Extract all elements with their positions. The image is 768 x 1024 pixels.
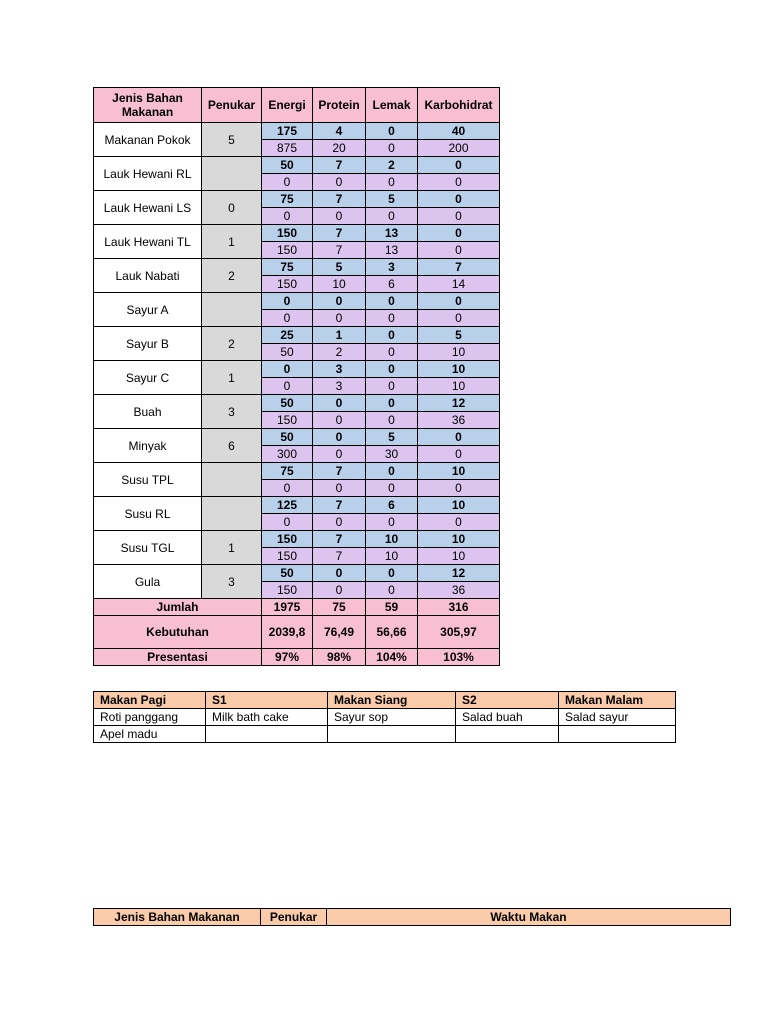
lemak-total: 0 [366,378,418,395]
energi-total: 0 [262,310,313,327]
lemak-per-exchange: 0 [366,565,418,582]
menu-cell [206,726,328,743]
karbohidrat-total: 36 [418,412,500,429]
penukar-value: 5 [202,123,262,157]
table-row [94,225,500,242]
food-name: Sayur C [94,361,202,395]
food-name: Lauk Hewani TL [94,225,202,259]
menu-header-row [94,692,676,709]
lemak-per-exchange: 0 [366,123,418,140]
table-row [94,565,500,582]
protein-per-exchange: 0 [313,293,366,310]
energi-total: 150 [262,412,313,429]
lemak-per-exchange: 2 [366,157,418,174]
menu-header-cell: S1 [206,692,328,709]
jumlah-energi: 1975 [262,599,313,616]
menu-cell: Milk bath cake [206,709,328,726]
food-name: Susu RL [94,497,202,531]
energi-per-exchange: 150 [262,225,313,242]
energi-per-exchange: 50 [262,395,313,412]
energi-total: 150 [262,242,313,259]
penukar-value: 3 [202,395,262,429]
penukar-value [202,463,262,497]
karbohidrat-total: 0 [418,514,500,531]
karbohidrat-per-exchange: 0 [418,225,500,242]
protein-total: 7 [313,548,366,565]
protein-total: 3 [313,378,366,395]
kebutuhan-lemak: 56,66 [366,616,418,649]
protein-total: 10 [313,276,366,293]
table-row [94,429,500,446]
table-row [94,327,500,344]
protein-per-exchange: 1 [313,327,366,344]
food-name: Susu TPL [94,463,202,497]
lemak-total: 30 [366,446,418,463]
header-jenis-bahan: Jenis Bahan Makanan [94,909,261,926]
protein-total: 0 [313,480,366,497]
penukar-value: 1 [202,531,262,565]
jumlah-label: Jumlah [94,599,262,616]
penukar-value [202,293,262,327]
kebutuhan-label: Kebutuhan [94,616,262,649]
protein-per-exchange: 7 [313,497,366,514]
table-row [94,531,500,548]
lemak-per-exchange: 0 [366,395,418,412]
food-name: Buah [94,395,202,429]
lemak-total: 0 [366,174,418,191]
meal-time-header-row [94,909,731,926]
menu-cell: Sayur sop [328,709,456,726]
karbohidrat-per-exchange: 0 [418,191,500,208]
energi-per-exchange: 0 [262,293,313,310]
protein-per-exchange: 7 [313,225,366,242]
protein-per-exchange: 4 [313,123,366,140]
food-name: Gula [94,565,202,599]
energi-total: 0 [262,174,313,191]
menu-cell [559,726,676,743]
lemak-total: 0 [366,344,418,361]
energi-per-exchange: 0 [262,361,313,378]
penukar-value: 3 [202,565,262,599]
karbohidrat-per-exchange: 10 [418,361,500,378]
protein-per-exchange: 0 [313,429,366,446]
menu-header-cell: Makan Siang [328,692,456,709]
lemak-per-exchange: 0 [366,293,418,310]
header-karbohidrat: Karbohidrat [418,88,500,123]
lemak-per-exchange: 5 [366,429,418,446]
lemak-per-exchange: 0 [366,327,418,344]
food-name: Susu TGL [94,531,202,565]
food-name: Lauk Hewani RL [94,157,202,191]
header-protein: Protein [313,88,366,123]
lemak-total: 0 [366,412,418,429]
penukar-value: 1 [202,361,262,395]
kebutuhan-row [94,616,500,649]
header-lemak: Lemak [366,88,418,123]
karbohidrat-per-exchange: 0 [418,157,500,174]
header-energi: Energi [262,88,313,123]
energi-per-exchange: 50 [262,157,313,174]
menu-header-cell: S2 [456,692,559,709]
karbohidrat-total: 0 [418,174,500,191]
energi-total: 50 [262,344,313,361]
protein-total: 20 [313,140,366,157]
lemak-total: 0 [366,310,418,327]
table-row [94,497,500,514]
menu-cell [328,726,456,743]
jumlah-lemak: 59 [366,599,418,616]
presentasi-energi: 97% [262,649,313,666]
protein-per-exchange: 0 [313,395,366,412]
table-header-row [94,88,500,123]
lemak-per-exchange: 0 [366,463,418,480]
energi-total: 150 [262,582,313,599]
karbohidrat-total: 0 [418,310,500,327]
presentasi-karbohidrat: 103% [418,649,500,666]
lemak-total: 6 [366,276,418,293]
penukar-value [202,497,262,531]
energi-total: 875 [262,140,313,157]
lemak-per-exchange: 5 [366,191,418,208]
karbohidrat-total: 14 [418,276,500,293]
energi-per-exchange: 125 [262,497,313,514]
table-row [94,293,500,310]
protein-per-exchange: 7 [313,463,366,480]
energi-total: 150 [262,276,313,293]
energi-per-exchange: 150 [262,531,313,548]
lemak-total: 13 [366,242,418,259]
energi-per-exchange: 175 [262,123,313,140]
food-name: Sayur A [94,293,202,327]
energi-per-exchange: 25 [262,327,313,344]
energi-total: 0 [262,514,313,531]
menu-cell: Roti panggang [94,709,206,726]
presentasi-protein: 98% [313,649,366,666]
lemak-total: 0 [366,140,418,157]
header-waktu-makan: Waktu Makan [327,909,731,926]
protein-total: 7 [313,242,366,259]
energi-total: 0 [262,208,313,225]
table-row [94,259,500,276]
karbohidrat-per-exchange: 10 [418,531,500,548]
menu-row [94,726,676,743]
presentasi-label: Presentasi [94,649,262,666]
karbohidrat-total: 0 [418,208,500,225]
penukar-value: 1 [202,225,262,259]
menu-cell: Apel madu [94,726,206,743]
karbohidrat-total: 0 [418,242,500,259]
karbohidrat-total: 36 [418,582,500,599]
karbohidrat-per-exchange: 10 [418,497,500,514]
protein-total: 0 [313,446,366,463]
karbohidrat-total: 0 [418,480,500,497]
protein-total: 0 [313,174,366,191]
table-row [94,395,500,412]
header-jenis: Jenis Bahan Makanan [94,88,202,123]
penukar-value: 2 [202,327,262,361]
energi-total: 0 [262,378,313,395]
table-row [94,191,500,208]
protein-per-exchange: 0 [313,565,366,582]
table-row [94,157,500,174]
menu-row [94,709,676,726]
table-row [94,123,500,140]
menu-header-cell: Makan Pagi [94,692,206,709]
protein-total: 0 [313,514,366,531]
penukar-value: 2 [202,259,262,293]
karbohidrat-total: 10 [418,344,500,361]
protein-total: 2 [313,344,366,361]
energi-per-exchange: 50 [262,429,313,446]
kebutuhan-energi: 2039,8 [262,616,313,649]
karbohidrat-per-exchange: 40 [418,123,500,140]
lemak-total: 0 [366,208,418,225]
lemak-per-exchange: 0 [366,361,418,378]
karbohidrat-per-exchange: 0 [418,429,500,446]
jumlah-row [94,599,500,616]
energi-per-exchange: 75 [262,259,313,276]
jumlah-karbohidrat: 316 [418,599,500,616]
protein-total: 0 [313,582,366,599]
kebutuhan-protein: 76,49 [313,616,366,649]
menu-header-cell: Makan Malam [559,692,676,709]
nutrition-exchange-table [93,87,500,666]
protein-total: 0 [313,310,366,327]
food-name: Sayur B [94,327,202,361]
penukar-value: 0 [202,191,262,225]
energi-total: 0 [262,480,313,497]
karbohidrat-total: 200 [418,140,500,157]
protein-total: 0 [313,412,366,429]
energi-per-exchange: 75 [262,191,313,208]
karbohidrat-total: 0 [418,446,500,463]
protein-per-exchange: 3 [313,361,366,378]
presentasi-lemak: 104% [366,649,418,666]
food-name: Makanan Pokok [94,123,202,157]
food-name: Minyak [94,429,202,463]
header-penukar: Penukar [261,909,327,926]
lemak-total: 0 [366,582,418,599]
meal-time-table [93,908,731,926]
menu-cell: Salad buah [456,709,559,726]
karbohidrat-per-exchange: 12 [418,395,500,412]
menu-table [93,691,676,743]
energi-per-exchange: 50 [262,565,313,582]
table-row [94,463,500,480]
lemak-per-exchange: 3 [366,259,418,276]
lemak-per-exchange: 13 [366,225,418,242]
food-name: Lauk Nabati [94,259,202,293]
header-penukar: Penukar [202,88,262,123]
presentasi-row [94,649,500,666]
karbohidrat-per-exchange: 0 [418,293,500,310]
penukar-value [202,157,262,191]
protein-per-exchange: 5 [313,259,366,276]
karbohidrat-total: 10 [418,548,500,565]
lemak-per-exchange: 10 [366,531,418,548]
protein-per-exchange: 7 [313,191,366,208]
energi-total: 300 [262,446,313,463]
energi-per-exchange: 75 [262,463,313,480]
protein-per-exchange: 7 [313,157,366,174]
jumlah-protein: 75 [313,599,366,616]
lemak-per-exchange: 6 [366,497,418,514]
lemak-total: 0 [366,480,418,497]
karbohidrat-per-exchange: 10 [418,463,500,480]
karbohidrat-per-exchange: 5 [418,327,500,344]
kebutuhan-karbohidrat: 305,97 [418,616,500,649]
protein-total: 0 [313,208,366,225]
penukar-value: 6 [202,429,262,463]
menu-cell: Salad sayur [559,709,676,726]
menu-cell [456,726,559,743]
table-row [94,361,500,378]
protein-per-exchange: 7 [313,531,366,548]
lemak-total: 0 [366,514,418,531]
karbohidrat-per-exchange: 7 [418,259,500,276]
energi-total: 150 [262,548,313,565]
karbohidrat-per-exchange: 12 [418,565,500,582]
lemak-total: 10 [366,548,418,565]
karbohidrat-total: 10 [418,378,500,395]
food-name: Lauk Hewani LS [94,191,202,225]
